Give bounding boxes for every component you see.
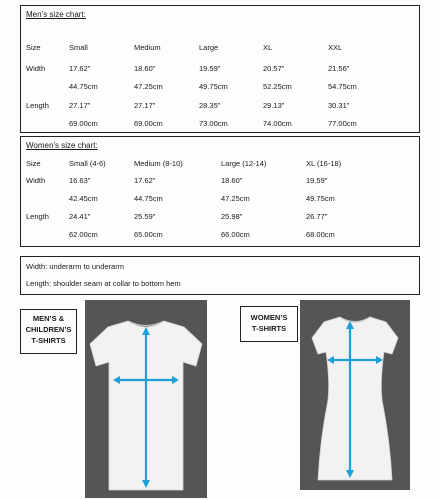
mens-length-cm-cell: 69.00cm (134, 119, 163, 128)
mens-width-in-cell: 21.56” (328, 64, 350, 73)
womens-width-in-cell: 17.62” (134, 176, 156, 185)
mens-width-cm-cell: 49.75cm (199, 82, 228, 91)
mens-length-cm-cell: 73.00cm (199, 119, 228, 128)
womens-tshirt-illustration (300, 300, 410, 490)
mens-width-cm-cell: 52.25cm (263, 82, 292, 91)
womens-label-line: WOMEN’S (250, 313, 288, 322)
mens-tshirt-photo (85, 300, 207, 498)
womens-size-chart (20, 136, 420, 247)
mens-length-in-cell: 27.17” (134, 101, 156, 110)
mens-length-cm-cell: 77.00cm (328, 119, 357, 128)
mens-width-in-cell: 20.57” (263, 64, 285, 73)
womens-label-line: T-SHIRTS (251, 324, 287, 333)
mens-size-cell: Small (69, 43, 88, 52)
womens-tshirt-label (240, 306, 298, 342)
mens-size-cell: XXL (328, 43, 343, 52)
mens-length-in-cell: 29.13” (263, 101, 285, 110)
mens-length-label: Length (26, 101, 49, 110)
mens-length-in-cell: 27.17” (69, 101, 91, 110)
womens-size-cell: Small (4-6) (69, 159, 106, 168)
womens-size-label: Size (26, 159, 41, 168)
womens-length-cm-cell: 66.00cm (221, 230, 250, 239)
womens-size-cell: XL (16-18) (306, 159, 342, 168)
womens-width-cm-cell: 44.75cm (134, 194, 163, 203)
womens-length-in-cell: 25.59” (134, 212, 156, 221)
mens-chart-title: Men’s size chart: (26, 10, 86, 19)
womens-width-in-cell: 18.60” (221, 176, 243, 185)
mens-label-line: MEN’S & (32, 314, 65, 323)
width-note: Width: underarm to underarm (26, 262, 124, 271)
womens-width-cm-cell: 47.25cm (221, 194, 250, 203)
mens-width-in-cell: 18.60” (134, 64, 156, 73)
mens-width-in-cell: 19.59” (199, 64, 221, 73)
mens-size-cell: Large (199, 43, 219, 52)
womens-size-cell: Medium (8-10) (134, 159, 183, 168)
mens-length-cm-cell: 69.00cm (69, 119, 98, 128)
mens-width-label: Width (26, 64, 46, 73)
mens-size-cell: XL (263, 43, 273, 52)
womens-length-label: Length (26, 212, 49, 221)
womens-chart-title: Women’s size chart: (26, 141, 98, 150)
length-note: Length: shoulder seam at collar to bottom hem (26, 279, 181, 288)
womens-width-in-cell: 19.59” (306, 176, 328, 185)
womens-length-cm-cell: 68.00cm (306, 230, 335, 239)
womens-length-in-cell: 26.77” (306, 212, 328, 221)
womens-size-cell: Large (12-14) (221, 159, 267, 168)
mens-width-cm-cell: 47.25cm (134, 82, 163, 91)
womens-tshirt-shape (312, 317, 398, 480)
womens-tshirt-photo (300, 300, 410, 490)
womens-width-cm-cell: 42.45cm (69, 194, 98, 203)
mens-label-line: CHILDREN’S (25, 325, 72, 334)
womens-length-in-cell: 25.98” (221, 212, 243, 221)
womens-length-in-cell: 24.41” (69, 212, 91, 221)
womens-length-cm-cell: 62.00cm (69, 230, 98, 239)
mens-length-cm-cell: 74.00cm (263, 119, 292, 128)
mens-length-in-cell: 30.31” (328, 101, 350, 110)
mens-size-label: Size (26, 43, 41, 52)
womens-width-in-cell: 16.63” (69, 176, 91, 185)
womens-length-cm-cell: 65.00cm (134, 230, 163, 239)
mens-label-line: T-SHIRTS (31, 336, 66, 345)
mens-size-cell: Medium (134, 43, 161, 52)
mens-tshirt-label (20, 309, 77, 354)
mens-size-chart (20, 5, 420, 133)
mens-tshirt-illustration (85, 300, 207, 498)
womens-width-label: Width (26, 176, 46, 185)
womens-width-cm-cell: 49.75cm (306, 194, 335, 203)
mens-width-cm-cell: 54.75cm (328, 82, 357, 91)
measurement-notes (20, 256, 420, 295)
mens-length-in-cell: 28.35” (199, 101, 221, 110)
mens-width-in-cell: 17.62” (69, 64, 91, 73)
mens-width-cm-cell: 44.75cm (69, 82, 98, 91)
